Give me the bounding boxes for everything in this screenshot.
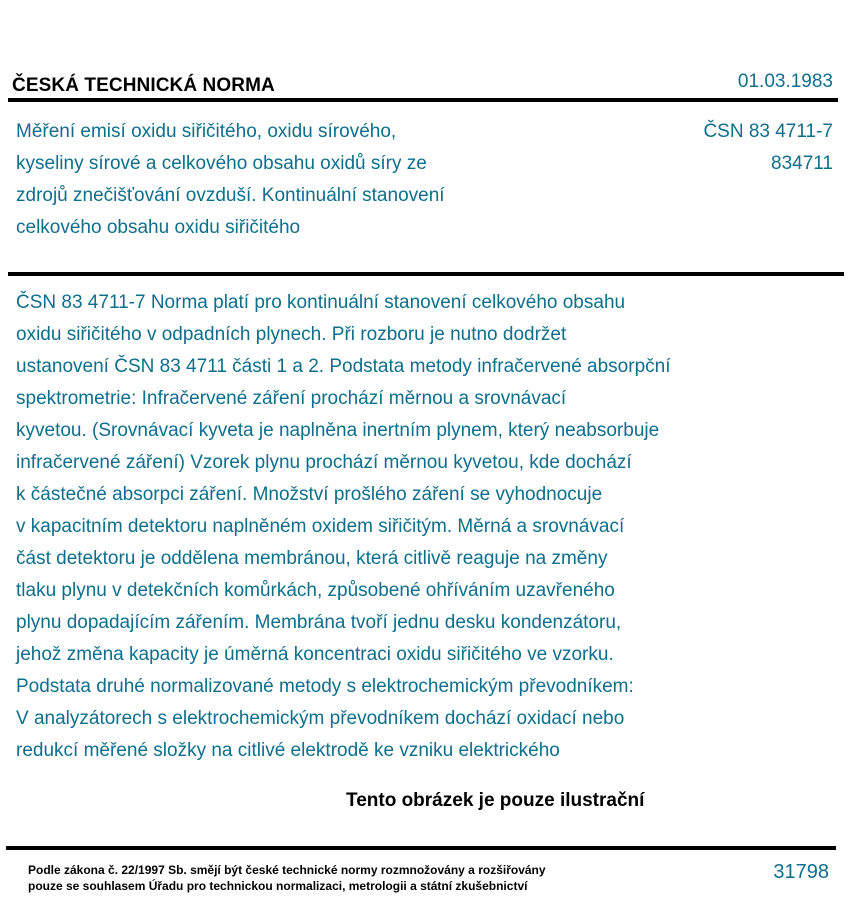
abstract-line: v kapacitním detektoru naplněném oxidem siřičitým. Měrná a srovnávací	[16, 516, 625, 537]
abstract-line: redukcí měřené složky na citlivé elektrodě ke vzniku elektrického	[16, 740, 560, 761]
subject-line: Měření emisí oxidu siřičitého, oxidu sírového,	[16, 121, 397, 142]
abstract-line: část detektoru je oddělena membránou, která citlivě reaguje na změny	[16, 548, 608, 569]
subject-line: celkového obsahu oxidu siřičitého	[16, 217, 301, 238]
abstract-line: ustanovení ČSN 83 4711 části 1 a 2. Podstata metody infračervené absorpční	[16, 356, 671, 377]
standard-codes	[703, 116, 833, 180]
subject-line: zdrojů znečišťování ovzduší. Kontinuální stanovení	[16, 185, 445, 206]
abstract-line: ČSN 83 4711-7 Norma platí pro kontinuální stanovení celkového obsahu	[16, 292, 626, 313]
abstract-line: jehož změna kapacity je úměrná koncentraci oxidu siřičitého ve vzorku.	[16, 644, 614, 665]
legal-line: pouze se souhlasem Úřadu pro technickou normalizaci, metrologii a státní zkušebnictví	[28, 879, 528, 893]
header-rule	[8, 98, 838, 102]
abstract-line: oxidu siřičitého v odpadních plynech. Při rozboru je nutno dodržet	[16, 324, 567, 345]
standard-date: 01.03.1983	[737, 71, 833, 92]
class-number: 834711	[771, 153, 833, 174]
abstract-line: tlaku plynu v detekčních komůrkách, způsobené ohříváním uzavřeného	[16, 580, 615, 601]
illustration-note: Tento obrázek je pouze ilustrační	[346, 790, 645, 811]
standard-header-title: ČESKÁ TECHNICKÁ NORMA	[12, 75, 275, 96]
abstract-line: Podstata druhé normalizované metody s elektrochemickým převodníkem:	[16, 676, 634, 697]
footer-rule	[6, 846, 836, 850]
abstract-line: k částečné absorpci záření. Množství prošlého záření se vyhodnocuje	[16, 484, 603, 505]
legal-line: Podle zákona č. 22/1997 Sb. smějí být české technické normy rozmnožovány a rozšiřovány	[28, 863, 546, 877]
standard-subject	[16, 116, 536, 244]
abstract-line: plynu dopadajícím zářením. Membrána tvoří jednu desku kondenzátoru,	[16, 612, 622, 633]
standard-code: ČSN 83 4711-7	[703, 121, 833, 142]
abstract-line: kyvetou. (Srovnávací kyveta je naplněna inertním plynem, který neabsorbuje	[16, 420, 660, 441]
legal-notice	[28, 862, 546, 894]
abstract-line: infračervené záření) Vzorek plynu prochází měrnou kyvetou, kde dochází	[16, 452, 632, 473]
standard-abstract	[16, 287, 806, 767]
document-number: 31798	[773, 861, 829, 883]
abstract-line: V analyzátorech s elektrochemickým převodníkem dochází oxidací nebo	[16, 708, 625, 729]
abstract-line: spektrometrie: Infračervené záření prochází měrnou a srovnávací	[16, 388, 567, 409]
subject-rule	[8, 272, 844, 276]
subject-line: kyseliny sírové a celkového obsahu oxidů síry ze	[16, 153, 427, 174]
